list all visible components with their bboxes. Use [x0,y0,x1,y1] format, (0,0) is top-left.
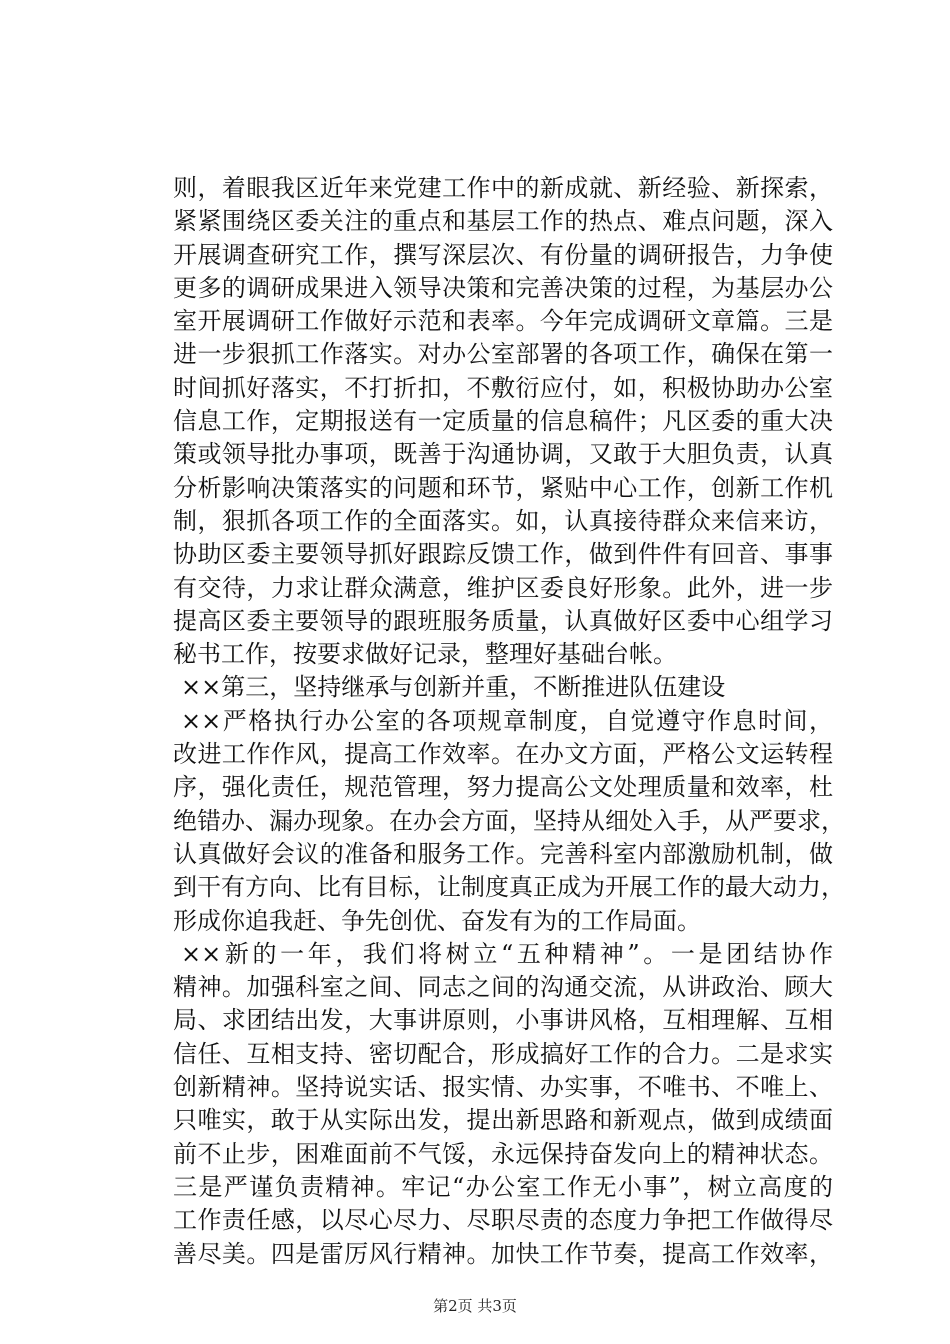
text-line-25: 精神。加强科室之间、同志之间的沟通交流，从讲政治、顾大 [173,973,833,1002]
text-line-8: 信息工作，定期报送有一定质量的信息稿件；凡区委的重大决 [173,407,833,436]
text-line-31: 三是严谨负责精神。牢记“办公室工作无小事”，树立高度的 [173,1172,833,1201]
text-line-14: 提高区委主要领导的跟班服务质量，认真做好区委中心组学习 [173,606,833,635]
text-line-5: 室开展调研工作做好示范和表率。今年完成调研文章篇。三是 [173,307,833,336]
text-line-24: ××新的一年，我们将树立“五种精神”。一是团结协作 [181,939,833,968]
text-line-4: 更多的调研成果进入领导决策和完善决策的过程，为基层办公 [173,273,833,302]
text-line-17: ××严格执行办公室的各项规章制度，自觉遵守作息时间， [181,706,833,735]
page-footer [0,1296,950,1316]
text-line-15: 秘书工作，按要求做好记录，整理好基础台帐。 [173,640,677,669]
text-line-28: 创新精神。坚持说实话、报实情、办实事，不唯书、不唯上、 [173,1073,833,1102]
text-line-21: 认真做好会议的准备和服务工作。完善科室内部激励机制，做 [173,839,833,868]
text-line-6: 进一步狠抓工作落实。对办公室部署的各项工作，确保在第一 [173,340,833,369]
text-line-18: 改进工作作风，提高工作效率。在办文方面，严格公文运转程 [173,740,833,769]
text-line-9: 策或领导批办事项，既善于沟通协调，又敢于大胆负责，认真 [173,440,833,469]
text-line-1: 则，着眼我区近年来党建工作中的新成就、新经验、新探索， [173,174,833,202]
text-line-3: 开展调查研究工作，撰写深层次、有份量的调研报告，力争使 [173,240,833,269]
text-line-22: 到干有方向、比有目标，让制度真正成为开展工作的最大动力， [173,873,845,902]
text-line-33: 善尽美。四是雷厉风行精神。加快工作节奏，提高工作效率， [173,1239,833,1268]
text-line-27: 信任、互相支持、密切配合，形成搞好工作的合力。二是求实 [173,1039,833,1068]
text-line-23: 形成你追我赶、争先创优、奋发有为的工作局面。 [173,906,701,935]
text-line-2: 紧紧围绕区委关注的重点和基层工作的热点、难点问题，深入 [173,207,833,236]
text-line-20: 绝错办、漏办现象。在办会方面，坚持从细处入手，从严要求， [173,806,845,835]
text-line-7: 时间抓好落实，不打折扣，不敷衍应付，如，积极协助办公室 [173,373,833,402]
text-line-26: 局、求团结出发，大事讲原则，小事讲风格，互相理解、互相 [173,1006,833,1035]
text-line-12: 协助区委主要领导抓好跟踪反馈工作，做到件件有回音、事事 [173,540,833,569]
page-number-label: 第2页 共3页 [433,1297,517,1315]
text-line-32: 工作责任感，以尽心尽力、尽职尽责的态度力争把工作做得尽 [173,1206,833,1235]
text-line-10: 分析影响决策落实的问题和环节，紧贴中心工作，创新工作机 [173,473,833,502]
text-line-19: 序，强化责任，规范管理，努力提高公文处理质量和效率，杜 [173,773,833,802]
text-line-11: 制，狠抓各项工作的全面落实。如，认真接待群众来信来访， [173,506,833,535]
document-body [173,172,845,1271]
section-heading-line: ××第三，坚持继承与创新并重，不断推进队伍建设 [181,673,726,702]
text-line-29: 只唯实，敢于从实际出发，提出新思路和新观点，做到成绩面 [173,1106,833,1135]
text-line-13: 有交待，力求让群众满意，维护区委良好形象。此外，进一步 [173,573,833,602]
text-line-30: 前不止步，困难面前不气馁，永远保持奋发向上的精神状态。 [173,1139,833,1168]
